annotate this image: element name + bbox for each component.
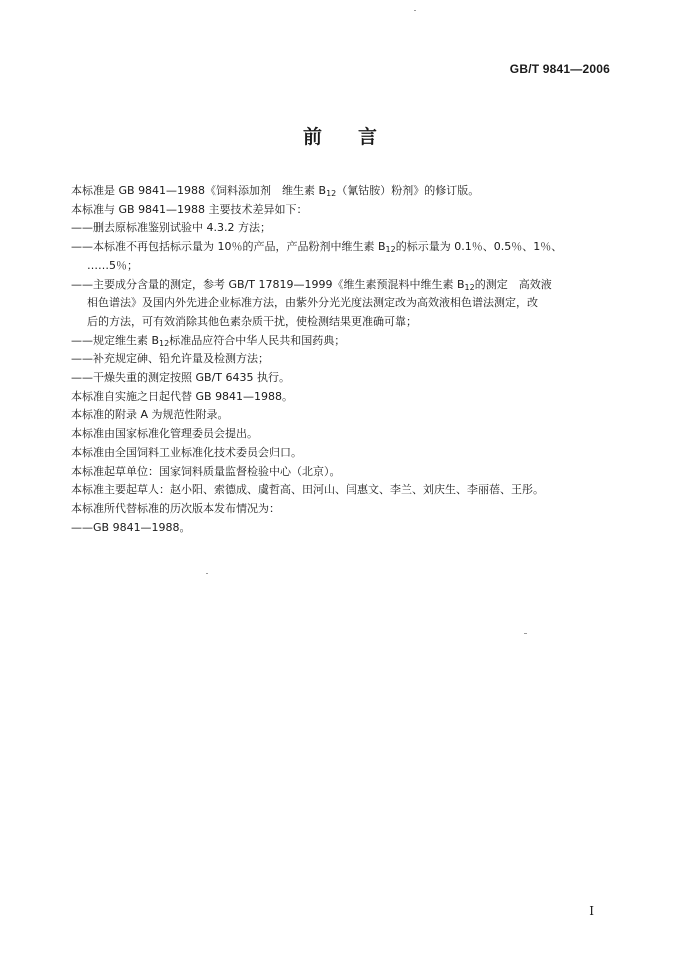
list-item: ——规定维生素 $B_{12}$标准品应符合中华人民共和国药典； bbox=[71, 333, 346, 348]
text-line: 本标准自实施之日起代替 GB 9841—1988。 bbox=[71, 389, 294, 403]
list-item-continuation: 相色谱法》及国内外先进企业标准方法，由紫外分光光度法测定改为高效液相色谱法测定，改 bbox=[87, 296, 538, 310]
list-item: ——补充规定砷、铅允许量及检测方法； bbox=[71, 352, 269, 366]
scan-speck bbox=[414, 10, 416, 11]
scan-speck bbox=[206, 573, 208, 574]
foreword-body bbox=[71, 182, 612, 537]
standard-number: GB/T 9841—2006 bbox=[509, 62, 610, 76]
text-line: 本标准主要起草人：赵小阳、索德成、虞哲高、田河山、闫惠文、李兰、刘庆生、李丽蓓、王彤。 bbox=[71, 483, 544, 497]
page-title: 前言 bbox=[302, 126, 413, 148]
list-item-continuation: ……5％； bbox=[87, 258, 138, 272]
text-line: 本标准由国家标准化管理委员会提出。 bbox=[71, 427, 258, 441]
text-line: 本标准是 GB 9841—1988《饲料添加剂 维生素 $B_{12}$（氰钴胺）粉剂》的修订版。 bbox=[71, 184, 480, 198]
page-number: I bbox=[589, 904, 594, 918]
text-line: 本标准与 GB 9841—1988 主要技术差异如下： bbox=[71, 202, 308, 216]
list-item: ——本标准不再包括标示量为 10％的产品，产品粉剂中维生素 $B_{12}$的标示量为 0.1％、0.5％、1％、 bbox=[71, 240, 563, 255]
list-item: ——干燥失重的测定按照 GB/T 6435 执行。 bbox=[71, 371, 290, 385]
list-item: ——主要成分含量的测定，参考 GB/T 17819—1999《维生素预混料中维生素 $B_{12}$的测定 高效液 bbox=[71, 277, 552, 292]
list-item: ——删去原标准鉴别试验中 4.3.2 方法； bbox=[71, 221, 271, 235]
text-line: 本标准所代替标准的历次版本发布情况为： bbox=[71, 501, 280, 515]
list-item: ——GB 9841—1988。 bbox=[71, 520, 191, 534]
text-line: 本标准的附录 A 为规范性附录。 bbox=[71, 408, 229, 422]
text-line: 本标准由全国饲料工业标准化技术委员会归口。 bbox=[71, 445, 302, 459]
list-item-continuation: 后的方法，可有效消除其他色素杂质干扰，使检测结果更准确可靠； bbox=[87, 314, 417, 328]
text-line: 本标准起草单位：国家饲料质量监督检验中心（北京）。 bbox=[71, 464, 341, 478]
scan-speck bbox=[524, 633, 527, 634]
